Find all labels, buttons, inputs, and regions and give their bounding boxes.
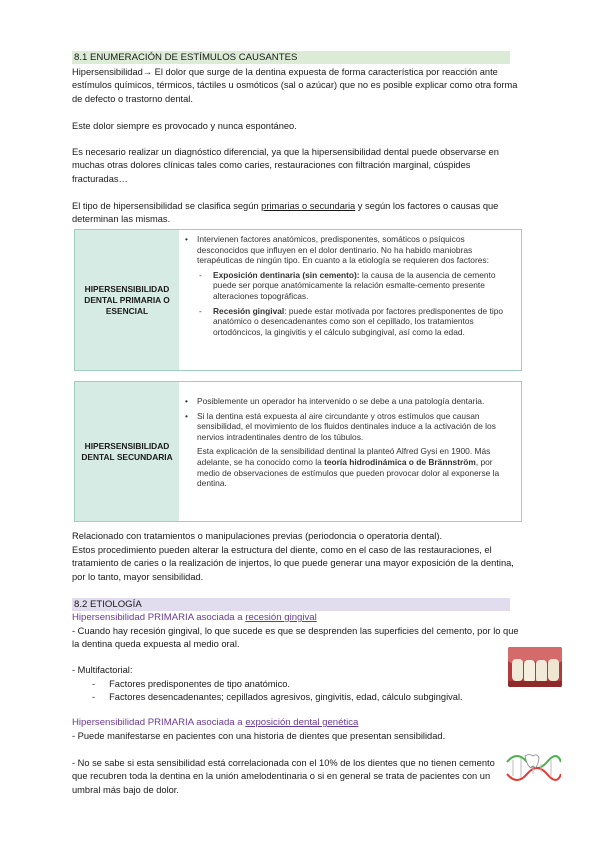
subheading-gingival-recession: Hipersensibilidad PRIMARIA asociada a recesión gingival xyxy=(72,612,317,623)
primary-label: HIPERSENSIBILIDAD DENTAL PRIMARIA O ESENCIAL xyxy=(84,283,170,316)
bullet-icon: • xyxy=(185,396,188,406)
secondary-bullet1-text: Posiblemente un operador ha intervenido o se debe a una patología dentaria. xyxy=(197,396,485,406)
section-heading-etiology: 8.2 ETIOLOGÍA xyxy=(72,598,510,611)
primary-bullet-text: Intervienen factores anatómicos, predisponentes, somáticos o psíquicos desconocidos que influyen en el dolor dentinario. No ha habido maniobras terapéuticas de ningún tipo. En cuanto a la etiología se requieren dos factores: xyxy=(197,234,489,266)
secondary-label: HIPERSENSIBILIDAD DENTAL SECUNDARIA xyxy=(81,440,173,462)
primary-dash2: Recesión gingival: puede estar motivada por factores predisponentes de tipo anatómico o desencadenantes como son el cepillado, los tratamientos ortodóncicos, la gingivitis y el cálculo subgingival, así como la edad. xyxy=(213,305,504,337)
subheading-genetic-exposure: Hipersensibilidad PRIMARIA asociada a exposición dental genética xyxy=(72,717,359,728)
table-row-primary xyxy=(74,229,522,371)
table-row-secondary xyxy=(74,381,522,522)
primary-content-cell: • Intervienen factores anatómicos, predisponentes, somáticos o psíquicos desconocidos que influyen en el dolor dentinario. No ha habido maniobras terapéuticas de ningún tipo. En cuanto a la etiología se requieren dos factores: - Exposición dentinaria (sin cemento): la causa de la ausencia de cemento puede ser porque anatómicamente la relación esmalte-cemento presente alteraciones topográficas. - Recesión gingival: puede estar motivada por factores predisponentes de tipo anatómico o desencadenantes como son el cepillado, los tratamientos ortodóncicos, la gingivitis y el cálculo subgingival, así como la edad. xyxy=(185,234,513,341)
differential-paragraph: Es necesario realizar un diagnóstico diferencial, ya que la hipersensibilidad dental puede observarse en muchas otras dolores clínicas tales como caries, restauraciones con filtración marginal, cúspides fracturadas… xyxy=(72,147,499,184)
bullet-icon: • xyxy=(185,234,188,244)
always-paragraph: Este dolor siempre es provocado y nunca espontáneo. xyxy=(72,121,297,131)
intro-paragraph: Hipersensibilidad→ El dolor que surge de la dentina expuesta de forma característica por reacción ante estímulos químicos, térmicos, táctiles u osmóticos (sal o azúcar) que no es posible explicar como otra forma de defecto o trastorno dental. xyxy=(72,67,518,104)
secondary-theory-paragraph: Esta explicación de la sensibilidad dentinal la planteó Alfred Gysi en 1900. Más adelante, se ha conocido como la teoría hidrodinámica o de Brännström, por medio de observaciones de estímulos que pueden provocar dolor al exponerse la dentina. xyxy=(197,446,500,489)
genetic-exposure-link[interactable]: exposición dental genética xyxy=(245,717,359,728)
classification-link-text: primarias o secundaria xyxy=(261,201,356,211)
secondary-bullet2-text: Si la dentina está expuesta al aire circundante y otros estímulos que causan sensibilidad, el movimiento de los fluidos dentinales induce a la activación de los nervios intradentinales dentro de los túbulos. xyxy=(197,410,496,442)
primary-dash1: Exposición dentinaria (sin cemento): la causa de la ausencia de cemento puede ser porque anatómicamente la relación esmalte-cemento presente alteraciones topográficas. xyxy=(213,269,496,301)
bullet-icon: • xyxy=(185,410,188,421)
after-table-line2: Estos procedimiento pueden alterar la estructura del diente, como en el caso de las restauraciones, el tratamiento de caries o la realización de injertos, lo que puede generar una mayor exposición de la dentina, por lo tanto, mayor sensibilidad. xyxy=(72,545,514,582)
classification-paragraph: El tipo de hipersensibilidad se clasifica según primarias o secundaria y según los factores o causas que determinan las mismas. xyxy=(72,201,499,225)
section-heading-stimuli: 8.1 ENUMERACIÓN DE ESTÍMULOS CAUSANTES xyxy=(72,51,510,64)
secondary-label-cell xyxy=(75,382,179,521)
factor-item-2: - Factores desencadenantes; cepillados agresivos, gingivitis, edad, cálculo subgingival. xyxy=(92,692,463,702)
genetic-paragraph-1: - Puede manifestarse en pacientes con una historia de dientes que presentan sensibilidad. xyxy=(72,731,446,741)
after-table-line1: Relacionado con tratamientos o manipulaciones previas (periodoncia o operatoria dental). xyxy=(72,531,443,541)
recession-paragraph: - Cuando hay recesión gingival, lo que sucede es que se desprenden las superficies del cemento, por lo que la dentina queda expuesta al medio oral. xyxy=(72,626,519,650)
gum-recession-photo xyxy=(508,647,562,687)
multifactorial-label: - Multifactorial: xyxy=(72,665,133,675)
tooth-dna-illustration xyxy=(505,752,561,786)
factor-item-1: - Factores predisponentes de tipo anatómico. xyxy=(92,679,290,689)
gingival-recession-link[interactable]: recesión gingival xyxy=(245,612,317,623)
secondary-content-cell xyxy=(185,396,513,489)
primary-label-cell xyxy=(75,230,179,370)
genetic-paragraph-2: - No se sabe si esta sensibilidad está correlacionada con el 10% de los dientes que no tienen cemento que recubren toda la dentina en la unión amelodentinaria o si en general se trata de pacientes con un umbral más bajo de dolor. xyxy=(72,758,495,795)
